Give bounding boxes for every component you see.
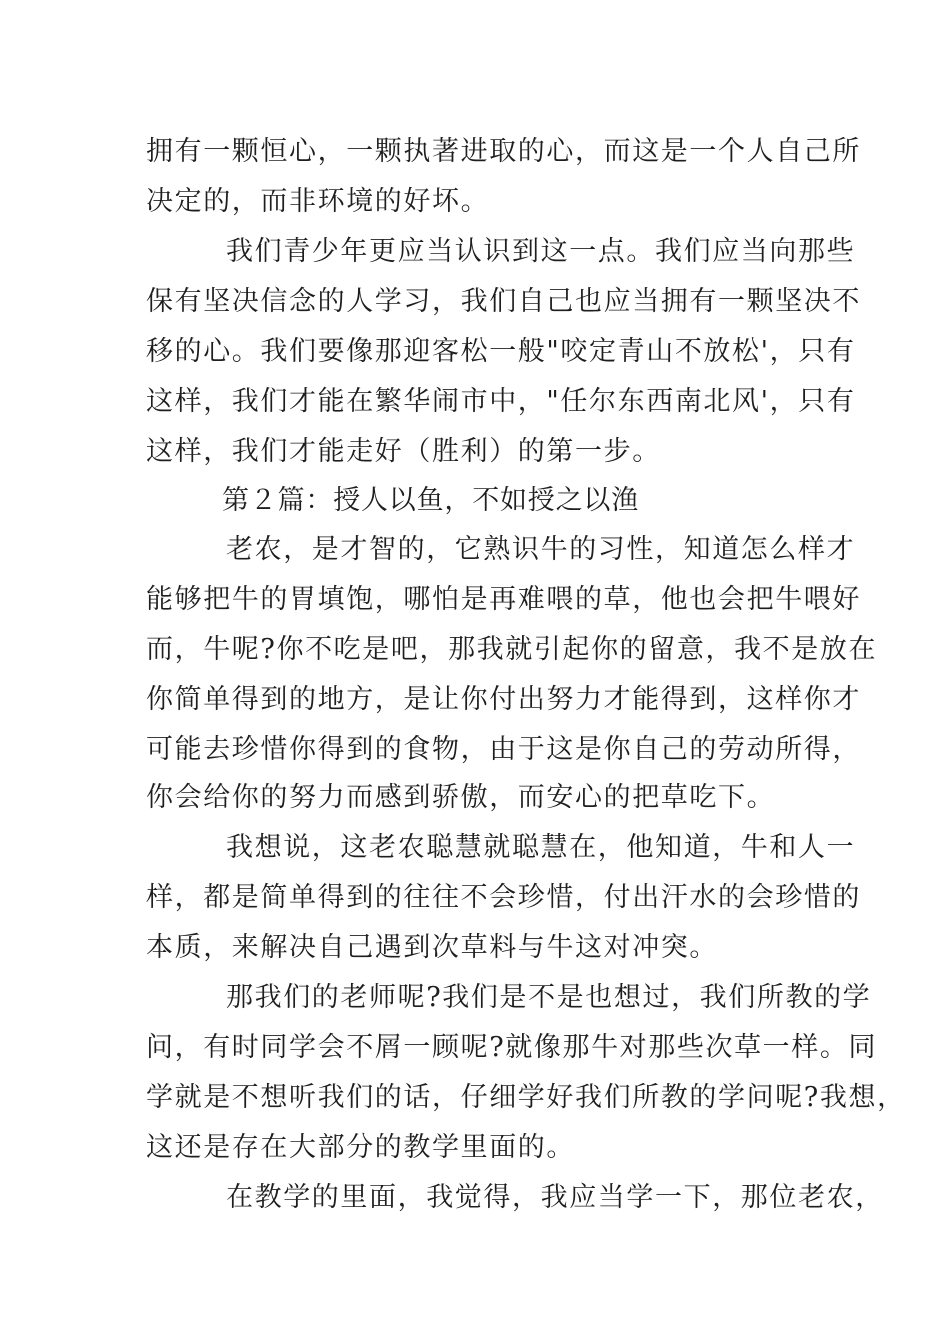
paragraph-3-line-5: 可能去珍惜你得到的食物，由于这是你自己的劳动所得， [146,734,861,765]
paragraph-4-line-1: 我想说，这老农聪慧就聪慧在，他知道，牛和人一 [226,832,856,863]
paragraph-3-line-2: 能够把牛的胃填饱，哪怕是再难喂的草，他也会把牛喂好 [146,584,861,615]
paragraph-4-line-3: 本质，来解决自己遇到次草料与牛这对冲突。 [146,932,718,963]
paragraph-5-line-2: 问，有时同学会不屑一顾呢?就像那牛对那些次草一样。同 [146,1032,878,1063]
section-heading: 第２篇：授人以鱼，不如授之以渔 [222,485,639,516]
paragraph-1-line-1: 拥有一颗恒心，一颗执著进取的心，而这是一个人自己所 [146,136,861,167]
paragraph-5-line-3: 学就是不想听我们的话，仔细学好我们所教的学问呢?我想， [146,1082,906,1113]
paragraph-2-line-5: 这样，我们才能走好（胜利）的第一步。 [146,436,661,467]
paragraph-2-line-2: 保有坚决信念的人学习，我们自己也应当拥有一颗坚决不 [146,286,861,317]
paragraph-3-line-3: 而，牛呢?你不吃是吧，那我就引起你的留意，我不是放在 [146,634,878,665]
paragraph-6-line-1: 在教学的里面，我觉得，我应当学一下，那位老农， [226,1182,884,1213]
paragraph-4-line-2: 样，都是简单得到的往往不会珍惜，付出汗水的会珍惜的 [146,882,861,913]
paragraph-2-line-1: 我们青少年更应当认识到这一点。我们应当向那些 [226,236,856,267]
paragraph-3-line-6: 你会给你的努力而感到骄傲，而安心的把草吃下。 [146,782,776,813]
paragraph-3-line-4: 你简单得到的地方，是让你付出努力才能得到，这样你才 [146,684,861,715]
paragraph-5-line-1: 那我们的老师呢?我们是不是也想过，我们所教的学 [226,982,872,1013]
paragraph-5-line-4: 这还是存在大部分的教学里面的。 [146,1132,575,1163]
paragraph-2-line-3: 移的心。我们要像那迎客松一般"咬定青山不放松'，只有 [146,336,856,367]
paragraph-1-line-2: 决定的，而非环境的好坏。 [146,186,490,217]
paragraph-2-line-4: 这样，我们才能在繁华闹市中，"任尔东西南北风'，只有 [146,386,856,417]
paragraph-3-line-1: 老农，是才智的，它熟识牛的习性，知道怎么样才 [226,534,856,565]
